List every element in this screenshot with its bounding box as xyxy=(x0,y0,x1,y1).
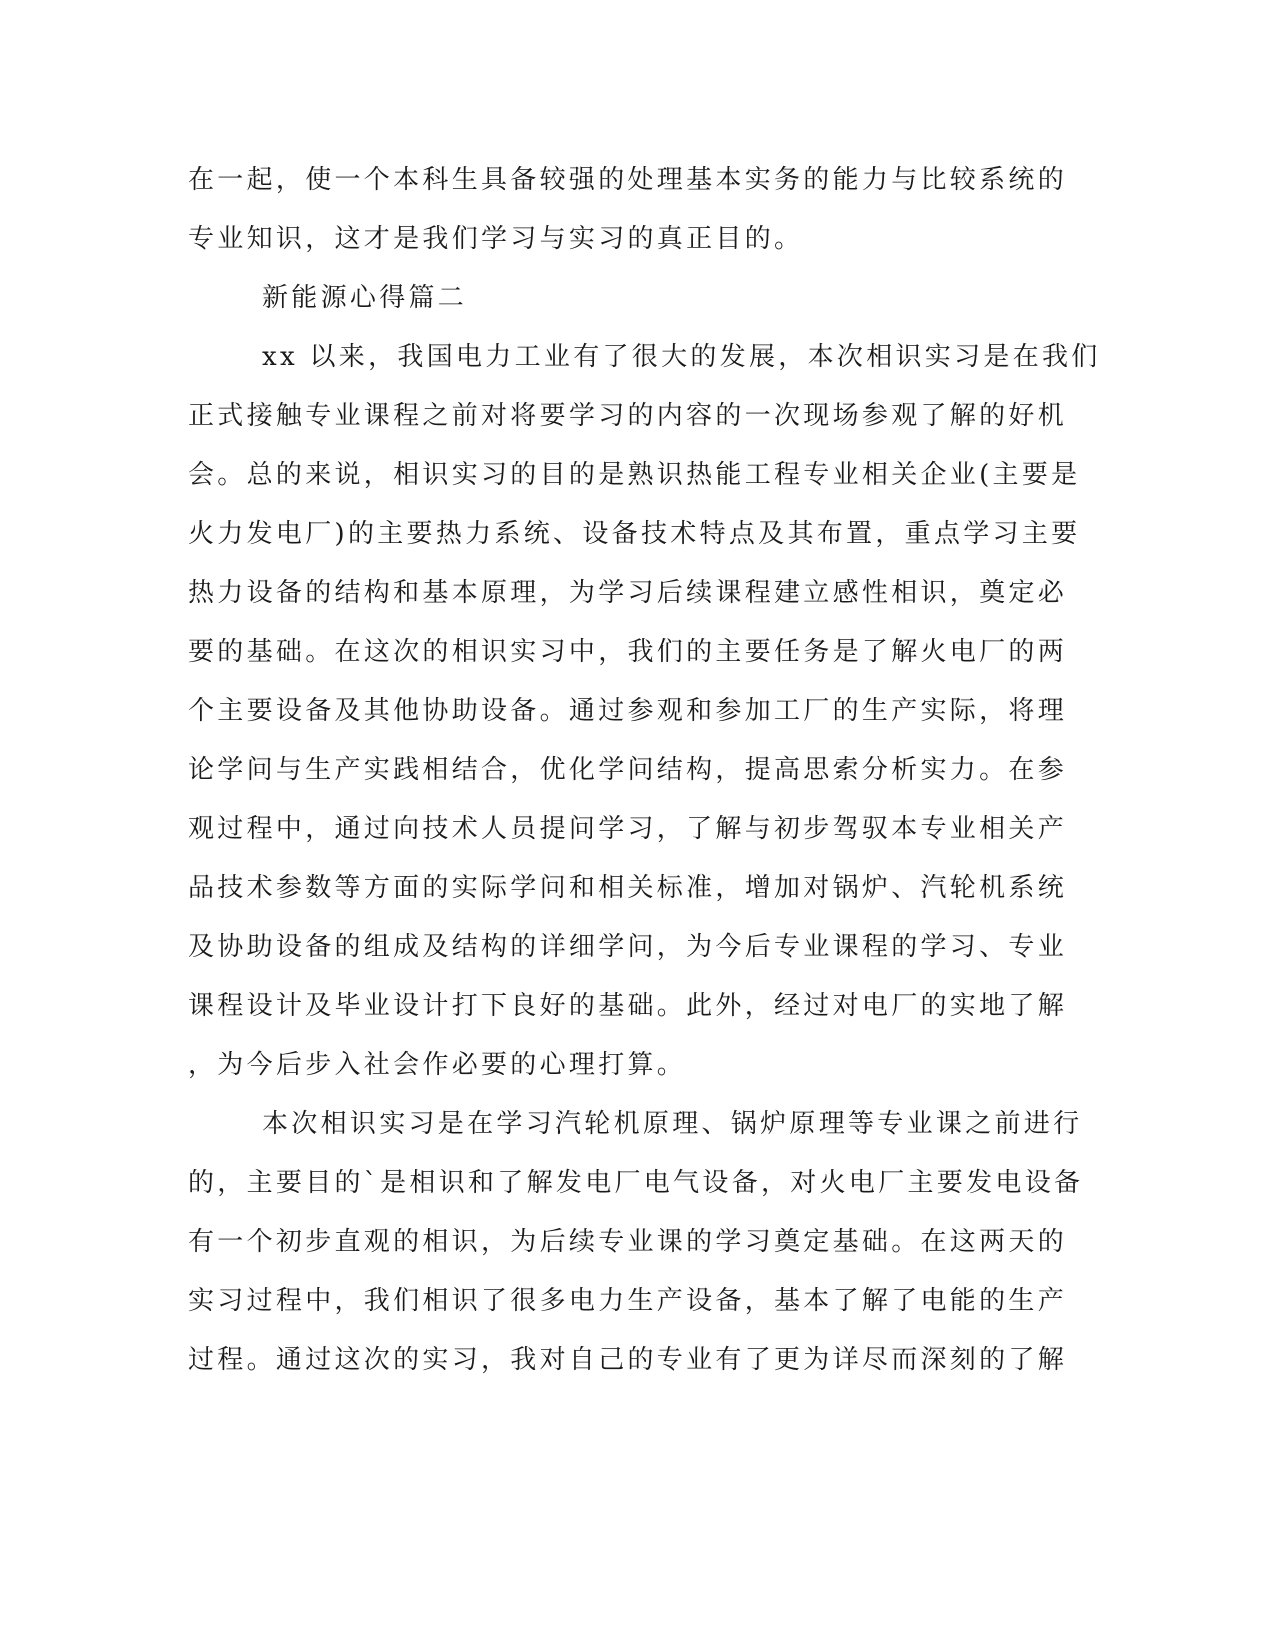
text-line: 热力设备的结构和基本原理，为学习后续课程建立感性相识，奠定必 xyxy=(188,578,1068,608)
text-line: 实习过程中，我们相识了很多电力生产设备，基本了解了电能的生产 xyxy=(188,1286,1068,1316)
text-line: 要的基础。在这次的相识实习中，我们的主要任务是了解火电厂的两 xyxy=(188,637,1068,667)
text-line: 会。总的来说，相识实习的目的是熟识热能工程专业相关企业(主要是 xyxy=(188,460,1081,490)
text-line: 在一起，使一个本科生具备较强的处理基本实务的能力与比较系统的 xyxy=(188,165,1068,195)
text-line: 本次相识实习是在学习汽轮机原理、锅炉原理等专业课之前进行 xyxy=(262,1109,1083,1139)
text-line: xx 以来，我国电力工业有了很大的发展，本次相识实习是在我们 xyxy=(262,342,1101,372)
section-heading: 新能源心得篇二 xyxy=(262,283,468,313)
text-line: ，为今后步入社会作必要的心理打算。 xyxy=(188,1050,687,1080)
text-line: 专业知识，这才是我们学习与实习的真正目的。 xyxy=(188,224,804,254)
text-line: 正式接触专业课程之前对将要学习的内容的一次现场参观了解的好机 xyxy=(188,401,1068,431)
text-line: 论学问与生产实践相结合，优化学问结构，提高思索分析实力。在参 xyxy=(188,755,1068,785)
text-line: 过程。通过这次的实习，我对自己的专业有了更为详尽而深刻的了解 xyxy=(188,1345,1068,1375)
text-line: 个主要设备及其他协助设备。通过参观和参加工厂的生产实际，将理 xyxy=(188,696,1068,726)
text-line: 的，主要目的`是相识和了解发电厂电气设备，对火电厂主要发电设备 xyxy=(188,1168,1084,1198)
text-line: 品技术参数等方面的实际学问和相关标准，增加对锅炉、汽轮机系统 xyxy=(188,873,1068,903)
text-line: 有一个初步直观的相识，为后续专业课的学习奠定基础。在这两天的 xyxy=(188,1227,1068,1257)
text-line: 及协助设备的组成及结构的详细学问，为今后专业课程的学习、专业 xyxy=(188,932,1068,962)
text-line: 课程设计及毕业设计打下良好的基础。此外，经过对电厂的实地了解 xyxy=(188,991,1068,1021)
text-line: 火力发电厂)的主要热力系统、设备技术特点及其布置，重点学习主要 xyxy=(188,519,1081,549)
text-line: 观过程中，通过向技术人员提问学习，了解与初步驾驭本专业相关产 xyxy=(188,814,1068,844)
